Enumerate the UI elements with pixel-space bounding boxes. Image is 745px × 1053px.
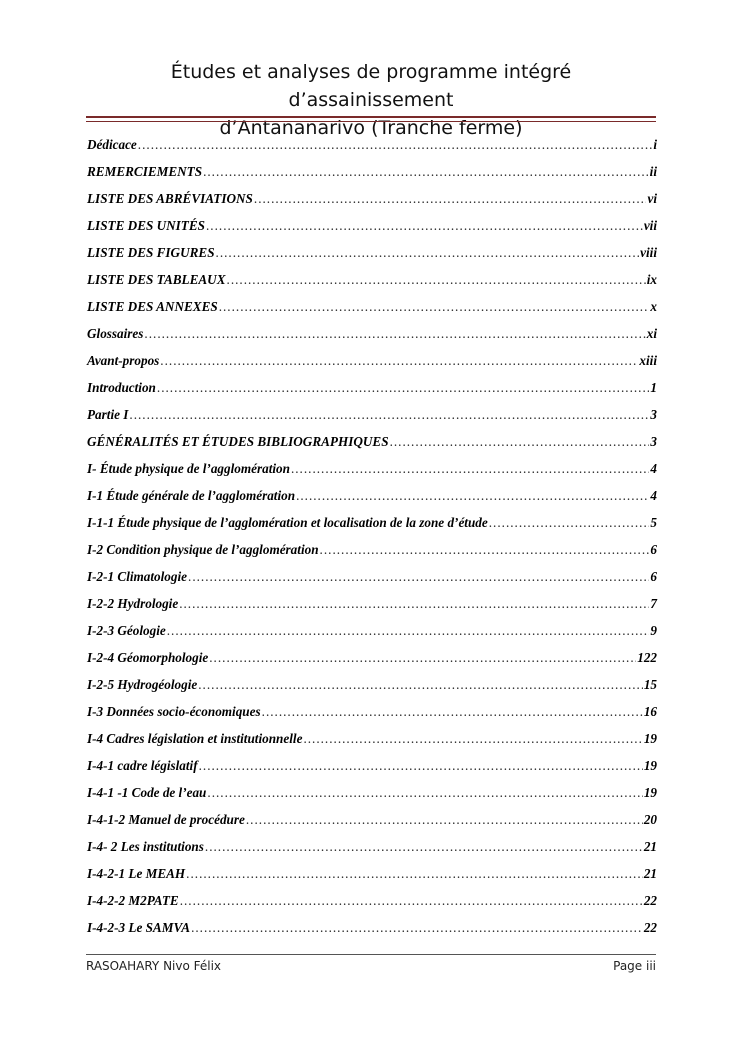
toc-entry-page-number: 21 [643, 839, 657, 854]
toc-entry[interactable] [87, 266, 657, 293]
toc-dot-leader [144, 320, 645, 347]
toc-entry-page-number: 3 [650, 434, 657, 449]
toc-entry-label: I- Étude physique de l’agglomération [87, 461, 290, 476]
toc-entry[interactable] [87, 293, 657, 320]
toc-entry-label: I-4-1 -1 Code de l’eau [87, 785, 207, 800]
toc-entry[interactable] [87, 752, 657, 779]
toc-entry-page-number: 21 [643, 866, 657, 881]
toc-entry-label: I-4-2-2 M2PATE [87, 893, 179, 908]
toc-entry[interactable] [87, 482, 657, 509]
toc-entry-label: I-2-3 Géologie [87, 623, 166, 638]
toc-entry-page-number: 6 [650, 569, 657, 584]
toc-dot-leader [246, 806, 643, 833]
footer-author: RASOAHARY Nivo Félix [86, 959, 222, 973]
toc-dot-leader [138, 131, 653, 158]
toc-entry[interactable] [87, 860, 657, 887]
toc-entry-label: Avant-propos [87, 353, 160, 368]
toc-entry-label: I-4- 2 Les institutions [87, 839, 204, 854]
toc-entry-page-number: vi [647, 191, 657, 206]
toc-entry[interactable] [87, 779, 657, 806]
toc-entry-page-number: 15 [643, 677, 657, 692]
toc-entry-label: LISTE DES ANNEXES [87, 299, 218, 314]
toc-entry-label: I-4-1-2 Manuel de procédure [87, 812, 245, 827]
toc-dot-leader [129, 401, 649, 428]
toc-entry-page-number: 20 [643, 812, 657, 827]
toc-dot-leader [262, 698, 643, 725]
toc-entry-page-number: 7 [650, 596, 657, 611]
toc-dot-leader [188, 563, 649, 590]
toc-entry-label: LISTE DES FIGURES [87, 245, 215, 260]
toc-entry-label: I-2 Condition physique de l’agglomération [87, 542, 319, 557]
toc-entry-page-number: 19 [643, 731, 657, 746]
toc-entry-label: Partie I [87, 407, 129, 422]
toc-dot-leader [160, 347, 638, 374]
toc-entry[interactable] [87, 644, 657, 671]
toc-entry-page-number: 19 [643, 785, 657, 800]
toc-entry-page-number: vii [643, 218, 657, 233]
toc-entry[interactable] [87, 131, 657, 158]
toc-entry-page-number: 1 [650, 380, 657, 395]
toc-entry-label: I-1-1 Étude physique de l’agglomération et localisation de la zone d’étude [87, 515, 488, 530]
toc-entry[interactable] [87, 374, 657, 401]
toc-entry[interactable] [87, 806, 657, 833]
toc-dot-leader [179, 590, 649, 617]
toc-entry-label: Introduction [87, 380, 156, 395]
toc-dot-leader [390, 428, 650, 455]
toc-entry-label: Dédicace [87, 137, 137, 152]
toc-dot-leader [227, 266, 646, 293]
toc-dot-leader [254, 185, 647, 212]
toc-dot-leader [216, 239, 640, 266]
toc-entry-label: I-2-4 Géomorphologie [87, 650, 209, 665]
toc-dot-leader [209, 644, 636, 671]
toc-entry-page-number: 4 [650, 461, 657, 476]
header-rule-thick [86, 116, 656, 118]
toc-entry-label: I-4-2-3 Le SAMVA [87, 920, 191, 935]
toc-entry-label: LISTE DES UNITÉS [87, 218, 205, 233]
toc-entry-label: Glossaires [87, 326, 144, 341]
toc-entry[interactable] [87, 401, 657, 428]
toc-entry-page-number: 5 [650, 515, 657, 530]
toc-entry[interactable] [87, 509, 657, 536]
toc-dot-leader [180, 887, 643, 914]
toc-entry-label: I-4 Cadres législation et institutionnelle [87, 731, 303, 746]
table-of-contents [87, 131, 657, 941]
toc-entry-label: I-2-1 Climatologie [87, 569, 188, 584]
toc-dot-leader [191, 914, 643, 941]
toc-entry-page-number: 4 [650, 488, 657, 503]
toc-entry-label: I-1 Étude générale de l’agglomération [87, 488, 296, 503]
toc-entry-label: REMERCIEMENTS [87, 164, 203, 179]
toc-entry-label: I-2-2 Hydrologie [87, 596, 179, 611]
header-title-line-1: Études et analyses de programme intégré d’assainissement [170, 61, 572, 111]
toc-dot-leader [489, 509, 650, 536]
toc-entry[interactable] [87, 725, 657, 752]
toc-entry-page-number: x [650, 299, 657, 314]
toc-entry[interactable] [87, 428, 657, 455]
toc-entry-page-number: ix [646, 272, 657, 287]
toc-entry-page-number: 122 [637, 650, 657, 665]
toc-entry-label: I-4-2-1 Le MEAH [87, 866, 186, 881]
toc-entry[interactable] [87, 536, 657, 563]
toc-dot-leader [157, 374, 650, 401]
toc-entry[interactable] [87, 887, 657, 914]
toc-entry[interactable] [87, 590, 657, 617]
toc-entry-page-number: viii [640, 245, 657, 260]
toc-entry-page-number: 6 [650, 542, 657, 557]
toc-entry-page-number: xiii [639, 353, 657, 368]
running-footer [86, 959, 656, 973]
toc-entry-page-number: ii [649, 164, 657, 179]
toc-entry[interactable] [87, 212, 657, 239]
footer-page-number: Page iii [613, 959, 656, 973]
toc-entry[interactable] [87, 239, 657, 266]
toc-entry[interactable] [87, 698, 657, 725]
toc-entry-page-number: 16 [643, 704, 657, 719]
toc-entry[interactable] [87, 563, 657, 590]
footer-rule [86, 954, 656, 955]
toc-entry-page-number: 22 [643, 893, 657, 908]
header-rule-thin [86, 121, 656, 122]
toc-entry[interactable] [87, 158, 657, 185]
toc-entry-label: LISTE DES TABLEAUX [87, 272, 226, 287]
toc-dot-leader [296, 482, 649, 509]
toc-entry[interactable] [87, 320, 657, 347]
toc-dot-leader [205, 833, 643, 860]
toc-entry-page-number: i [653, 137, 657, 152]
running-header [86, 58, 656, 142]
toc-dot-leader [199, 752, 643, 779]
toc-dot-leader [320, 536, 650, 563]
toc-dot-leader [203, 158, 649, 185]
toc-entry-label: I-3 Données socio-économiques [87, 704, 261, 719]
toc-entry[interactable] [87, 347, 657, 374]
toc-dot-leader [198, 671, 643, 698]
toc-dot-leader [303, 725, 642, 752]
toc-dot-leader [219, 293, 650, 320]
toc-dot-leader [291, 455, 649, 482]
toc-entry[interactable] [87, 671, 657, 698]
toc-entry-page-number: 3 [650, 407, 657, 422]
toc-dot-leader [207, 779, 642, 806]
toc-entry-label: GÉNÉRALITÉS ET ÉTUDES BIBLIOGRAPHIQUES [87, 434, 389, 449]
toc-entry[interactable] [87, 617, 657, 644]
toc-entry[interactable] [87, 455, 657, 482]
toc-entry-label: I-4-1 cadre législatif [87, 758, 198, 773]
toc-entry[interactable] [87, 833, 657, 860]
toc-entry-label: I-2-5 Hydrogéologie [87, 677, 198, 692]
toc-entry-page-number: 22 [643, 920, 657, 935]
toc-entry[interactable] [87, 185, 657, 212]
toc-entry-page-number: xi [646, 326, 657, 341]
toc-entry-label: LISTE DES ABRÉVIATIONS [87, 191, 253, 206]
toc-dot-leader [186, 860, 643, 887]
toc-entry-page-number: 9 [650, 623, 657, 638]
header-title-line-2: d’Antananarivo (Tranche ferme) [219, 117, 523, 139]
toc-entry[interactable] [87, 914, 657, 941]
toc-dot-leader [167, 617, 650, 644]
toc-dot-leader [206, 212, 643, 239]
toc-entry-page-number: 19 [643, 758, 657, 773]
